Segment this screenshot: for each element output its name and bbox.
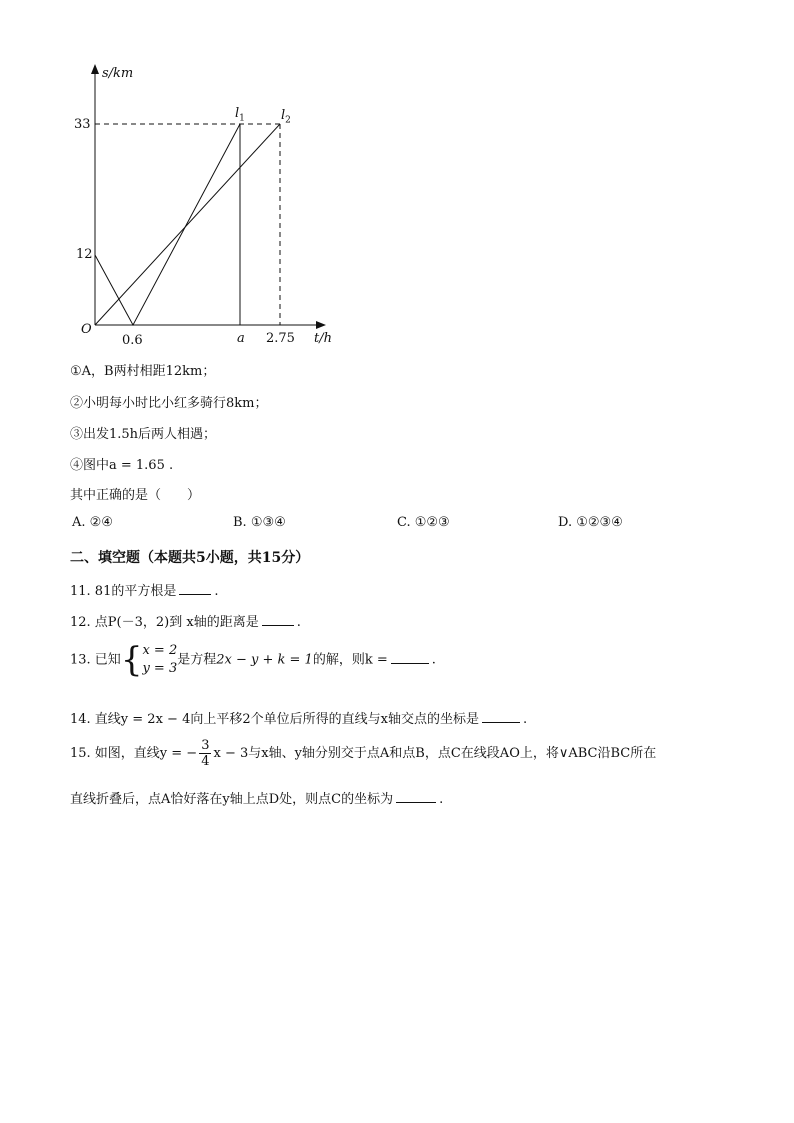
- q12-answer-blank[interactable]: [262, 613, 294, 626]
- q13-post: 的解，则k =: [312, 652, 388, 668]
- y-tick-12: 12: [76, 247, 93, 262]
- question-prompt: 其中正确的是（ ）: [70, 488, 201, 503]
- q15-answer-blank[interactable]: [396, 790, 436, 803]
- q13-answer-blank[interactable]: [391, 651, 429, 664]
- l2-label: $l_2$: [281, 108, 291, 126]
- line-l1: [95, 124, 240, 325]
- choice-a[interactable]: A. ②④: [72, 515, 113, 530]
- question-12: [70, 611, 301, 630]
- q14-answer-blank[interactable]: [482, 710, 520, 723]
- q15-rest: x − 3与x轴、y轴分别交于点A和点B，点C在线段AO上，将∨ABC沿BC所在: [213, 746, 657, 761]
- q13-brace: {: [120, 640, 143, 680]
- q13-mid: 是方程: [177, 652, 217, 668]
- q13-equation: 2x − y + k = 1: [216, 652, 313, 668]
- q15-end: .: [439, 792, 444, 807]
- x-axis-label: t/h: [314, 331, 332, 346]
- q15-text: 15. 如图，直线y = −: [70, 746, 198, 761]
- statement-2: ②小明每小时比小红多骑行8km；: [70, 396, 268, 411]
- question-15: [70, 738, 656, 769]
- q14-text: 14. 直线y = 2x − 4向上平移2个单位后所得的直线与x轴交点的坐标是: [70, 712, 479, 727]
- choice-d[interactable]: D. ①②③④: [558, 515, 623, 530]
- distance-time-graph: [70, 60, 350, 355]
- question-14: [70, 708, 527, 727]
- q15-line2-text: 直线折叠后，点A恰好落在y轴上点D处，则点C的坐标为: [70, 792, 394, 807]
- statement-4: ④图中a = 1.65 .: [70, 458, 174, 473]
- y-axis-label: s/km: [102, 66, 134, 81]
- origin-label: O: [81, 322, 92, 337]
- y-tick-33: 33: [74, 117, 91, 132]
- x-tick-0-6: 0.6: [122, 333, 143, 348]
- section-title: 二、填空题（本题共5小题，共15分）: [70, 550, 310, 566]
- x-axis-arrow: [316, 321, 326, 329]
- q13-text: 13. 已知: [70, 652, 121, 668]
- statement-3: ③出发1.5h后两人相遇；: [70, 427, 217, 442]
- distance-time-figure: [70, 60, 350, 355]
- question-13: [70, 642, 436, 678]
- line-l2: [95, 124, 280, 325]
- question-11: [70, 580, 219, 599]
- q13-system: x = 2 y = 3: [142, 643, 178, 676]
- x-tick-2-75: 2.75: [266, 331, 295, 346]
- q13-end: .: [431, 652, 436, 668]
- q14-end: .: [522, 712, 528, 727]
- choice-c[interactable]: C. ①②③: [397, 515, 450, 530]
- q11-answer-blank[interactable]: [179, 582, 211, 595]
- q11-text: 11. 81的平方根是: [70, 584, 177, 599]
- q12-text: 12. 点P(－3，2)到 x轴的距离是: [70, 615, 259, 630]
- q12-end: .: [296, 615, 301, 630]
- y-axis-arrow: [91, 64, 99, 74]
- statement-1: ①A，B两村相距12km；: [70, 364, 216, 379]
- q15-fraction: $\frac{3}{4}$: [201, 738, 210, 769]
- question-15-line-2: [70, 788, 443, 807]
- choice-b[interactable]: B. ①③④: [233, 515, 286, 530]
- x-tick-a: a: [237, 331, 245, 346]
- l1-label: $l_1$: [235, 106, 245, 124]
- q11-end: .: [214, 584, 219, 599]
